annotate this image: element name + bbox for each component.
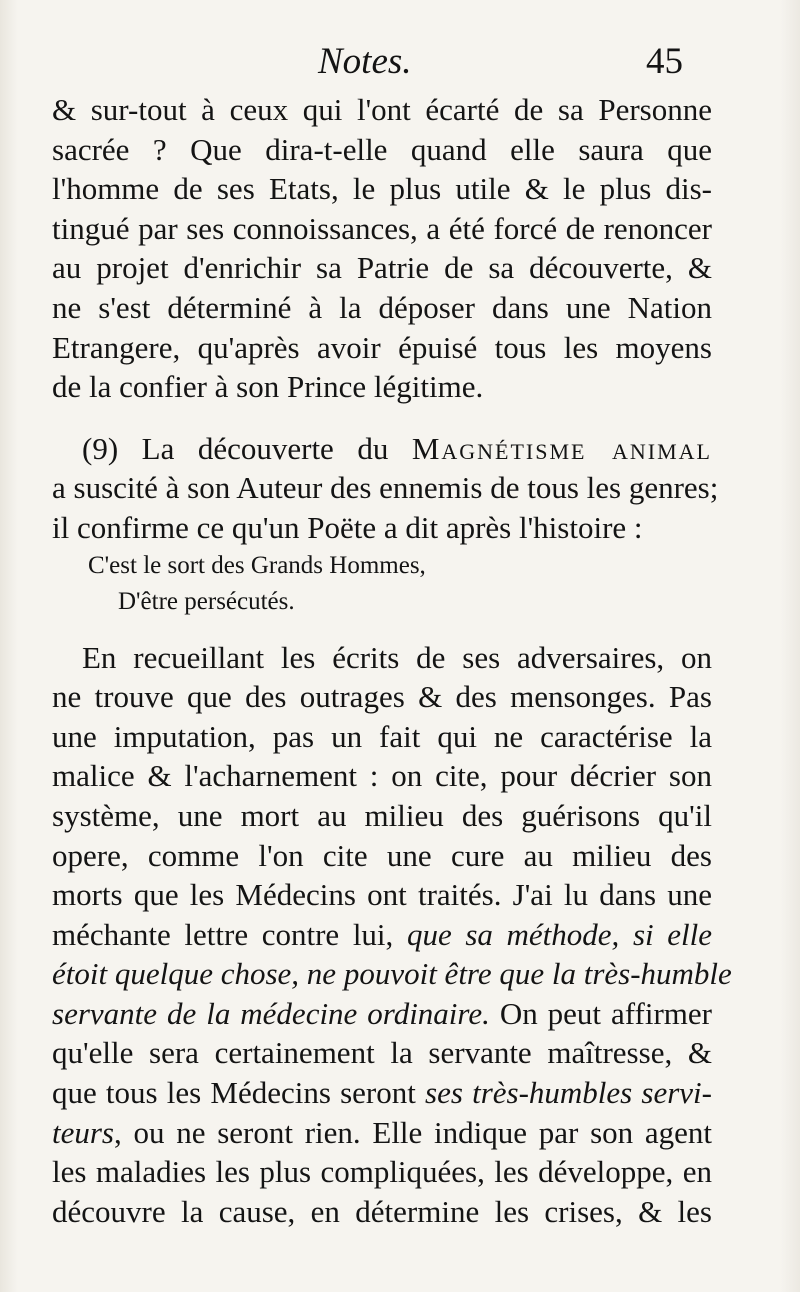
roman-text: , ou ne seront rien. Elle indique par son agent (114, 1114, 712, 1150)
italic-quotation-line: étoit quelque chose, ne pouvoit être que la très-humble (52, 956, 732, 992)
verse-quotation (88, 548, 712, 620)
text-line: malice & l'acharnement : on cite, pour décrier son (52, 758, 712, 794)
text-line: l'homme de ses Etats, le plus utile & le plus dis- (52, 171, 712, 207)
text-line: une imputation, pas un fait qui ne caractérise la (52, 718, 712, 754)
text-line-mixed (52, 1073, 712, 1113)
text-line: système, une mort au milieu des guérisons qu'il (52, 797, 712, 833)
text-line: Etrangere, qu'après avoir épuisé tous les moyens (52, 329, 712, 365)
text-line: opere, comme l'on cite une cure au milieu des (52, 837, 712, 873)
quote-line: C'est le sort des Grands Hommes, (88, 551, 426, 579)
page-number: 45 (646, 41, 683, 82)
italic-quotation: teurs (52, 1114, 114, 1150)
text-line: qu'elle sera certainement la servante maîtresse, & (52, 1035, 712, 1071)
note-9-lead-text: (9) La découverte du (82, 430, 412, 466)
quote-line: D'être persécutés. (118, 587, 295, 615)
text-line: morts que les Médecins ont traités. J'ai lu dans une (52, 877, 712, 913)
text-line: ne s'est déterminé à la déposer dans une Nation (52, 289, 712, 325)
text-line: découvre la cause, en détermine les crises, & les (52, 1193, 712, 1229)
note-9-first-line (52, 429, 712, 469)
roman-text: que tous les Médecins seront (52, 1075, 426, 1111)
text-line: de la confier à son Prince légitime. (52, 369, 484, 405)
paragraph-3 (52, 638, 732, 1232)
page-header (0, 34, 800, 84)
paragraph-spacer (52, 620, 712, 638)
text-line: a suscité à son Auteur des ennemis de tous les genres; (52, 470, 719, 506)
paragraph-1 (52, 90, 712, 407)
running-title: Notes. (318, 41, 412, 82)
text-line-mixed (52, 915, 712, 955)
text-line-mixed (52, 1113, 712, 1153)
text-line: il confirme ce qu'un Poëte a dit après l'histoire : (52, 509, 643, 545)
magnetisme-animal-term: Magnétisme animal (411, 430, 712, 466)
text-line: & sur-tout à ceux qui l'ont écarté de sa Personne (52, 92, 712, 127)
paragraph-2-note-9 (52, 429, 719, 548)
text-line: les maladies les plus compliquées, les développe, en (52, 1154, 712, 1190)
text-line: au projet d'enrichir sa Patrie de sa découverte, & (52, 250, 712, 286)
roman-text: On peut affirmer (489, 995, 712, 1031)
roman-text: méchante lettre contre lui, (52, 916, 407, 952)
body-text (52, 90, 732, 1231)
text-line-mixed (52, 994, 712, 1034)
text-line: En recueillant les écrits de ses adversaires, on (82, 639, 712, 675)
text-line: ne trouve que des outrages & des mensonges. Pas (52, 679, 712, 715)
paragraph-spacer (52, 407, 712, 429)
text-line: sacrée ? Que dira-t-elle quand elle saura que (52, 131, 712, 167)
italic-quotation: que sa méthode, si elle (406, 916, 713, 952)
text-line: tingué par ses connoissances, a été forcé de renoncer (52, 210, 712, 246)
italic-quotation: servante de la médecine ordinaire. (52, 995, 490, 1031)
italic-quotation: ses très-humbles servi- (425, 1075, 712, 1111)
